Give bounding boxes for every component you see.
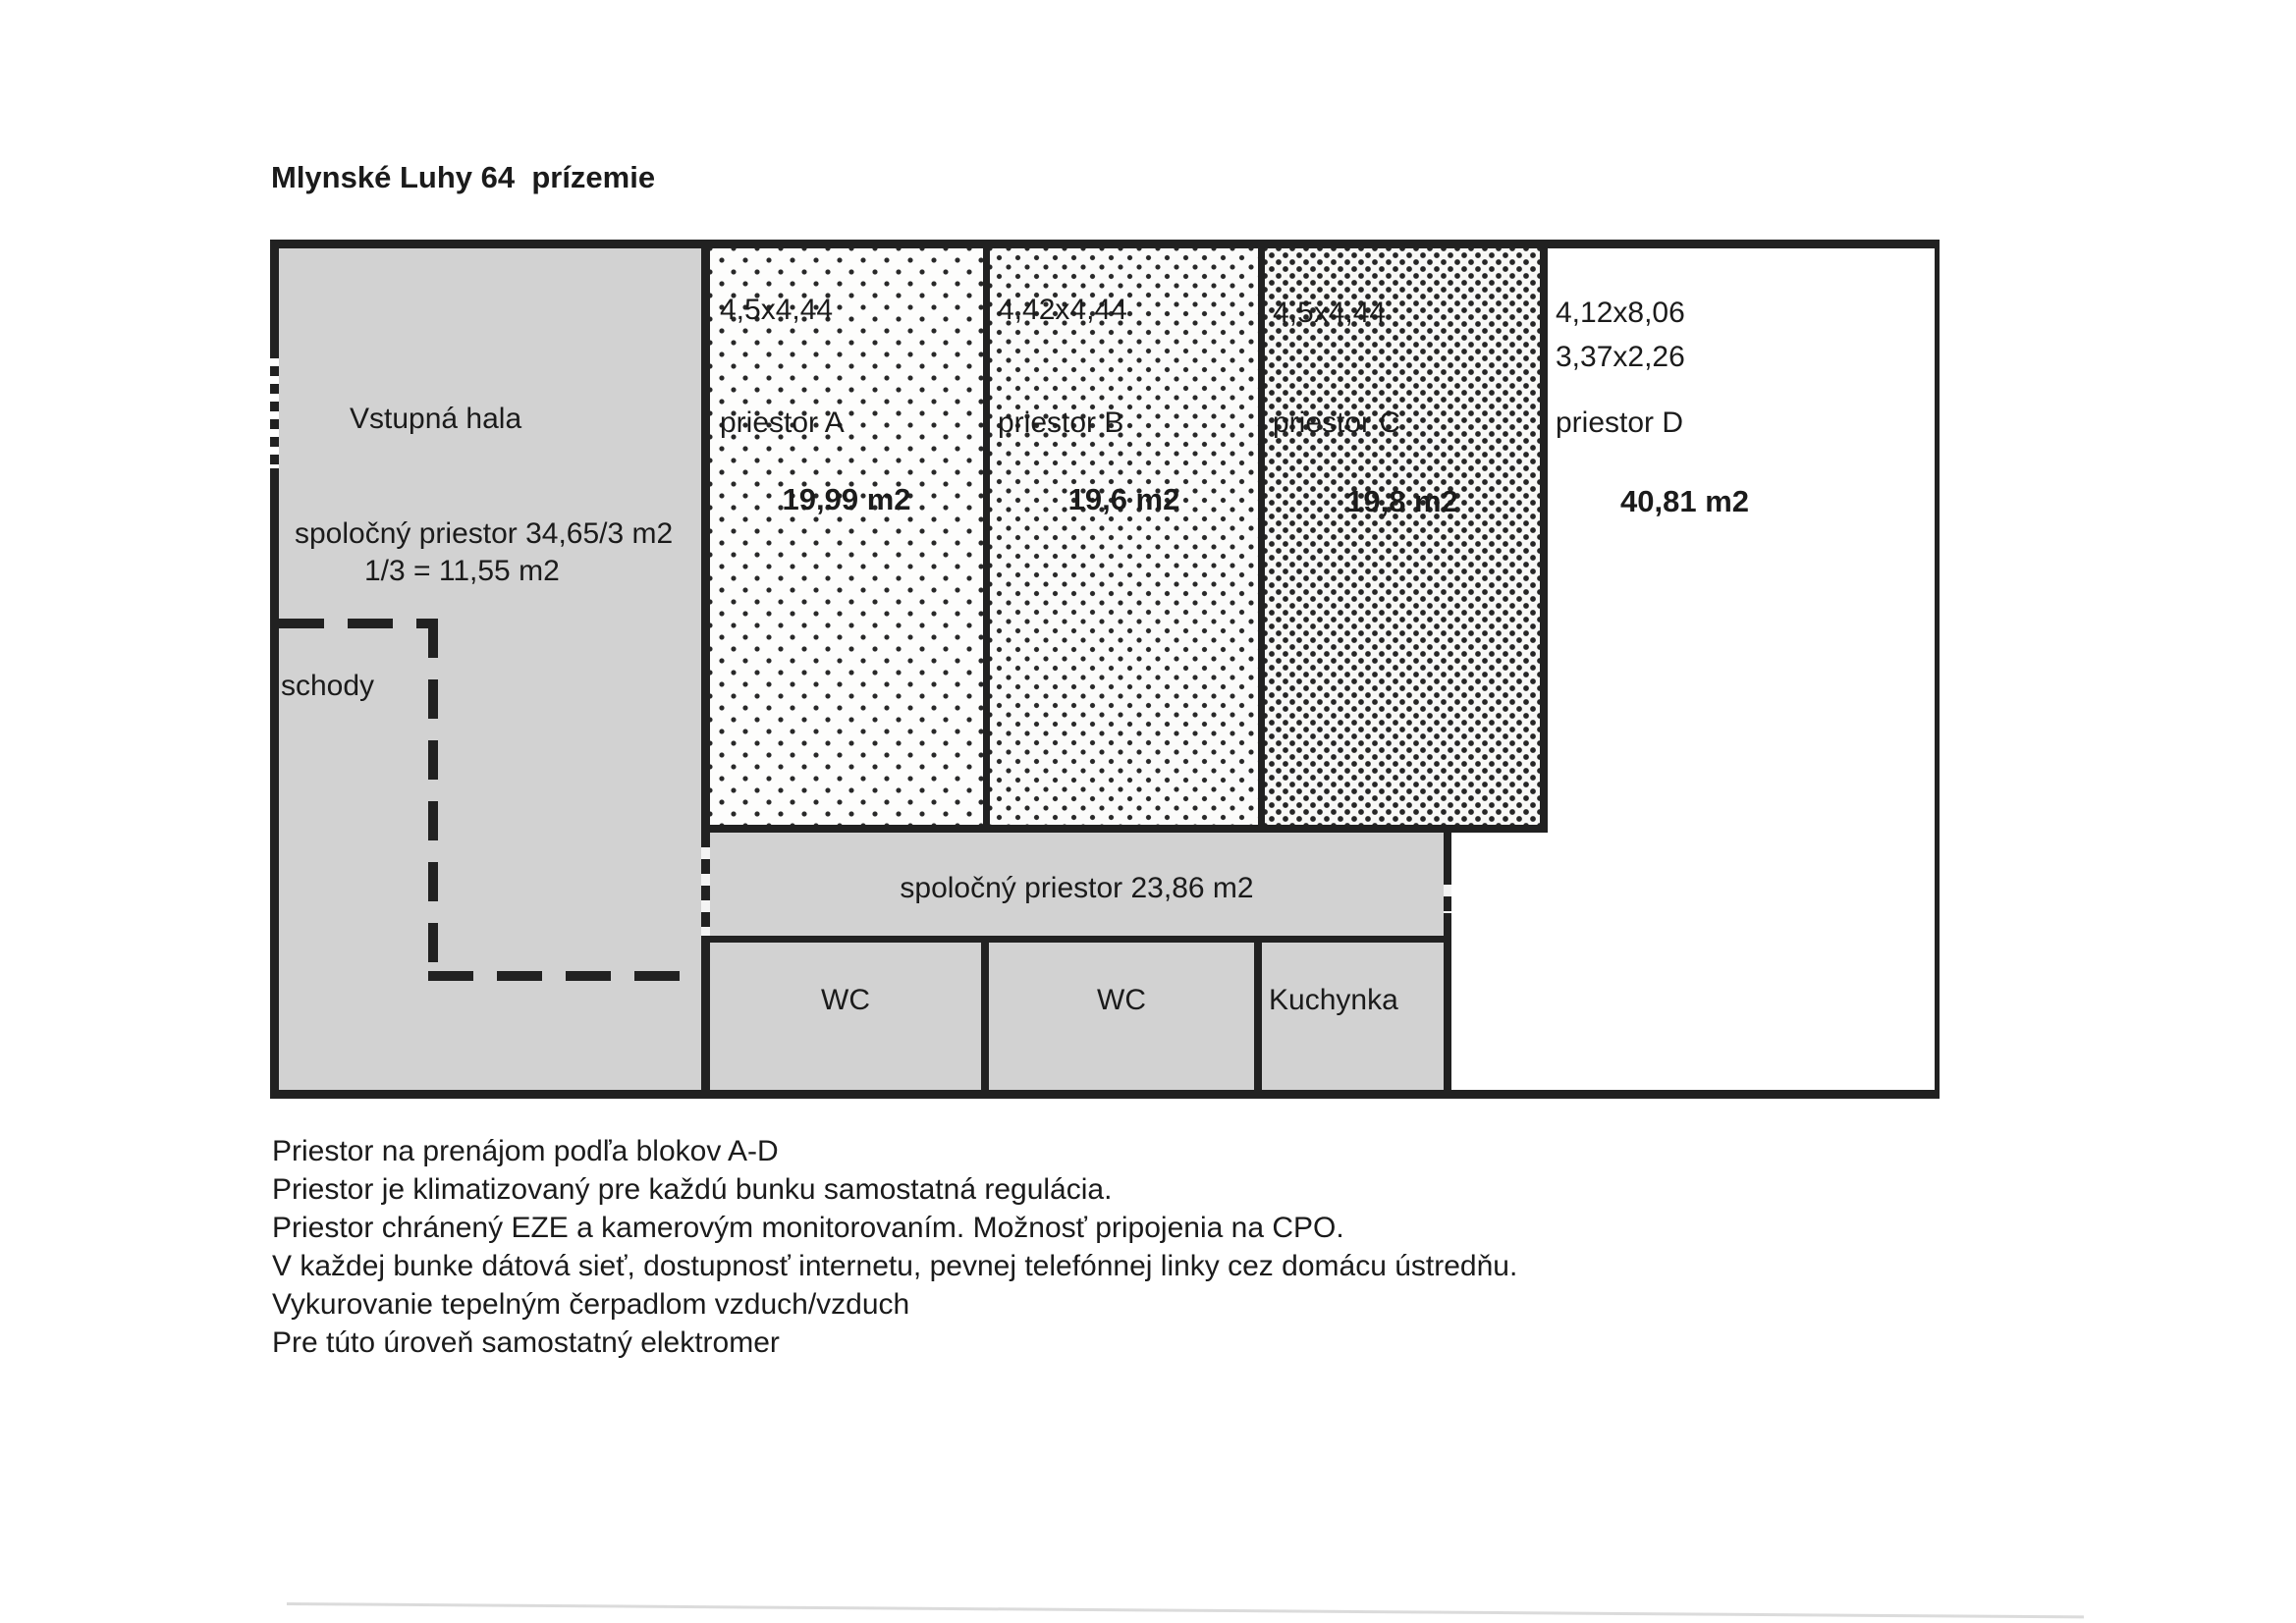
kitchenette-label: Kuchynka — [1269, 984, 1398, 1016]
wall-units-bottom — [701, 825, 1548, 833]
unit-c-area-label: 19,8 m2 — [1346, 484, 1458, 518]
notes-block — [272, 1132, 1517, 1362]
unit-c-dimensions-label: 4,5x4,44 — [1273, 297, 1387, 329]
wc2-label: WC — [1097, 984, 1146, 1016]
wall-outer-bottom — [270, 1090, 1940, 1099]
wall-wc-left — [701, 943, 710, 1090]
wall-unit-a-b — [983, 248, 990, 825]
entrance-opening-dashed — [270, 349, 279, 468]
wall-corridor-bottom — [701, 936, 1451, 943]
wall-outer-left-upper — [270, 240, 279, 349]
scan-edge-artifact — [287, 1602, 2084, 1618]
stairs-partition-top — [279, 619, 428, 628]
shared-corridor-label: spoločný priestor 23,86 m2 — [900, 872, 1254, 904]
unit-c-name-label: priestor C — [1273, 406, 1401, 439]
wall-outer-right — [1935, 240, 1940, 1099]
wc1-label: WC — [821, 984, 870, 1016]
unit-c-region — [1265, 248, 1540, 825]
hall-shared-area-line1: spoločný priestor 34,65/3 m2 — [295, 517, 674, 550]
wall-unit-b-c — [1258, 248, 1265, 825]
notes-line-6: Pre túto úroveň samostatný elektromer — [272, 1326, 780, 1359]
wall-unit-c-d — [1540, 240, 1548, 833]
unit-a-dimensions-label: 4,5x4,44 — [720, 294, 834, 326]
notes-line-1: Priestor na prenájom podľa blokov A-D — [272, 1135, 779, 1167]
notes-line-3: Priestor chránený EZE a kamerovým monitorovaním. Možnosť pripojenia na CPO. — [272, 1212, 1344, 1244]
notes-line-4: V každej bunke dátová sieť, dostupnosť internetu, pevnej telefónnej linky cez domácu ústredňu. — [272, 1250, 1518, 1282]
unit-a-area-label: 19,99 m2 — [782, 482, 911, 516]
unit-d-dimensions1-label: 4,12x8,06 — [1556, 297, 1685, 329]
wall-wc2-kitchen — [1254, 943, 1262, 1090]
corridor-right-dashed-border — [1444, 870, 1451, 913]
unit-d-name-label: priestor D — [1556, 406, 1684, 439]
notes-line-5: Vykurovanie tepelným čerpadlom vzduch/vzduch — [272, 1288, 910, 1321]
corridor-left-dashed-border — [701, 833, 710, 936]
unit-b-area-label: 19,6 m2 — [1067, 482, 1180, 516]
unit-b-dimensions-label: 4,42x4,44 — [998, 294, 1127, 326]
page-title: Mlynské Luhy 64 prízemie — [271, 160, 656, 194]
notes-line-2: Priestor je klimatizovaný pre každú bunku samostatná regulácia. — [272, 1173, 1113, 1206]
unit-d-area-label: 40,81 m2 — [1620, 484, 1749, 518]
unit-a-name-label: priestor A — [720, 406, 845, 439]
wall-outer-left-lower — [270, 468, 279, 1099]
unit-b-name-label: priestor B — [998, 406, 1124, 439]
stairs-label: schody — [281, 670, 375, 702]
wall-outer-top — [270, 240, 1940, 248]
wall-wc1-wc2 — [981, 943, 989, 1090]
wall-kitchen-right — [1444, 943, 1451, 1090]
unit-a-region — [710, 248, 983, 825]
corridor-right-wall-lower — [1444, 913, 1451, 936]
wall-hall-unit-a — [701, 240, 710, 833]
corridor-right-wall-upper — [1444, 833, 1451, 870]
stairs-partition-bottom — [428, 971, 705, 981]
unit-b-region — [990, 248, 1258, 825]
hall-shared-area-line2: 1/3 = 11,55 m2 — [364, 555, 560, 587]
stairs-partition-side — [428, 619, 438, 981]
unit-d-dimensions2-label: 3,37x2,26 — [1556, 341, 1685, 373]
entrance-hall-label: Vstupná hala — [350, 403, 522, 435]
